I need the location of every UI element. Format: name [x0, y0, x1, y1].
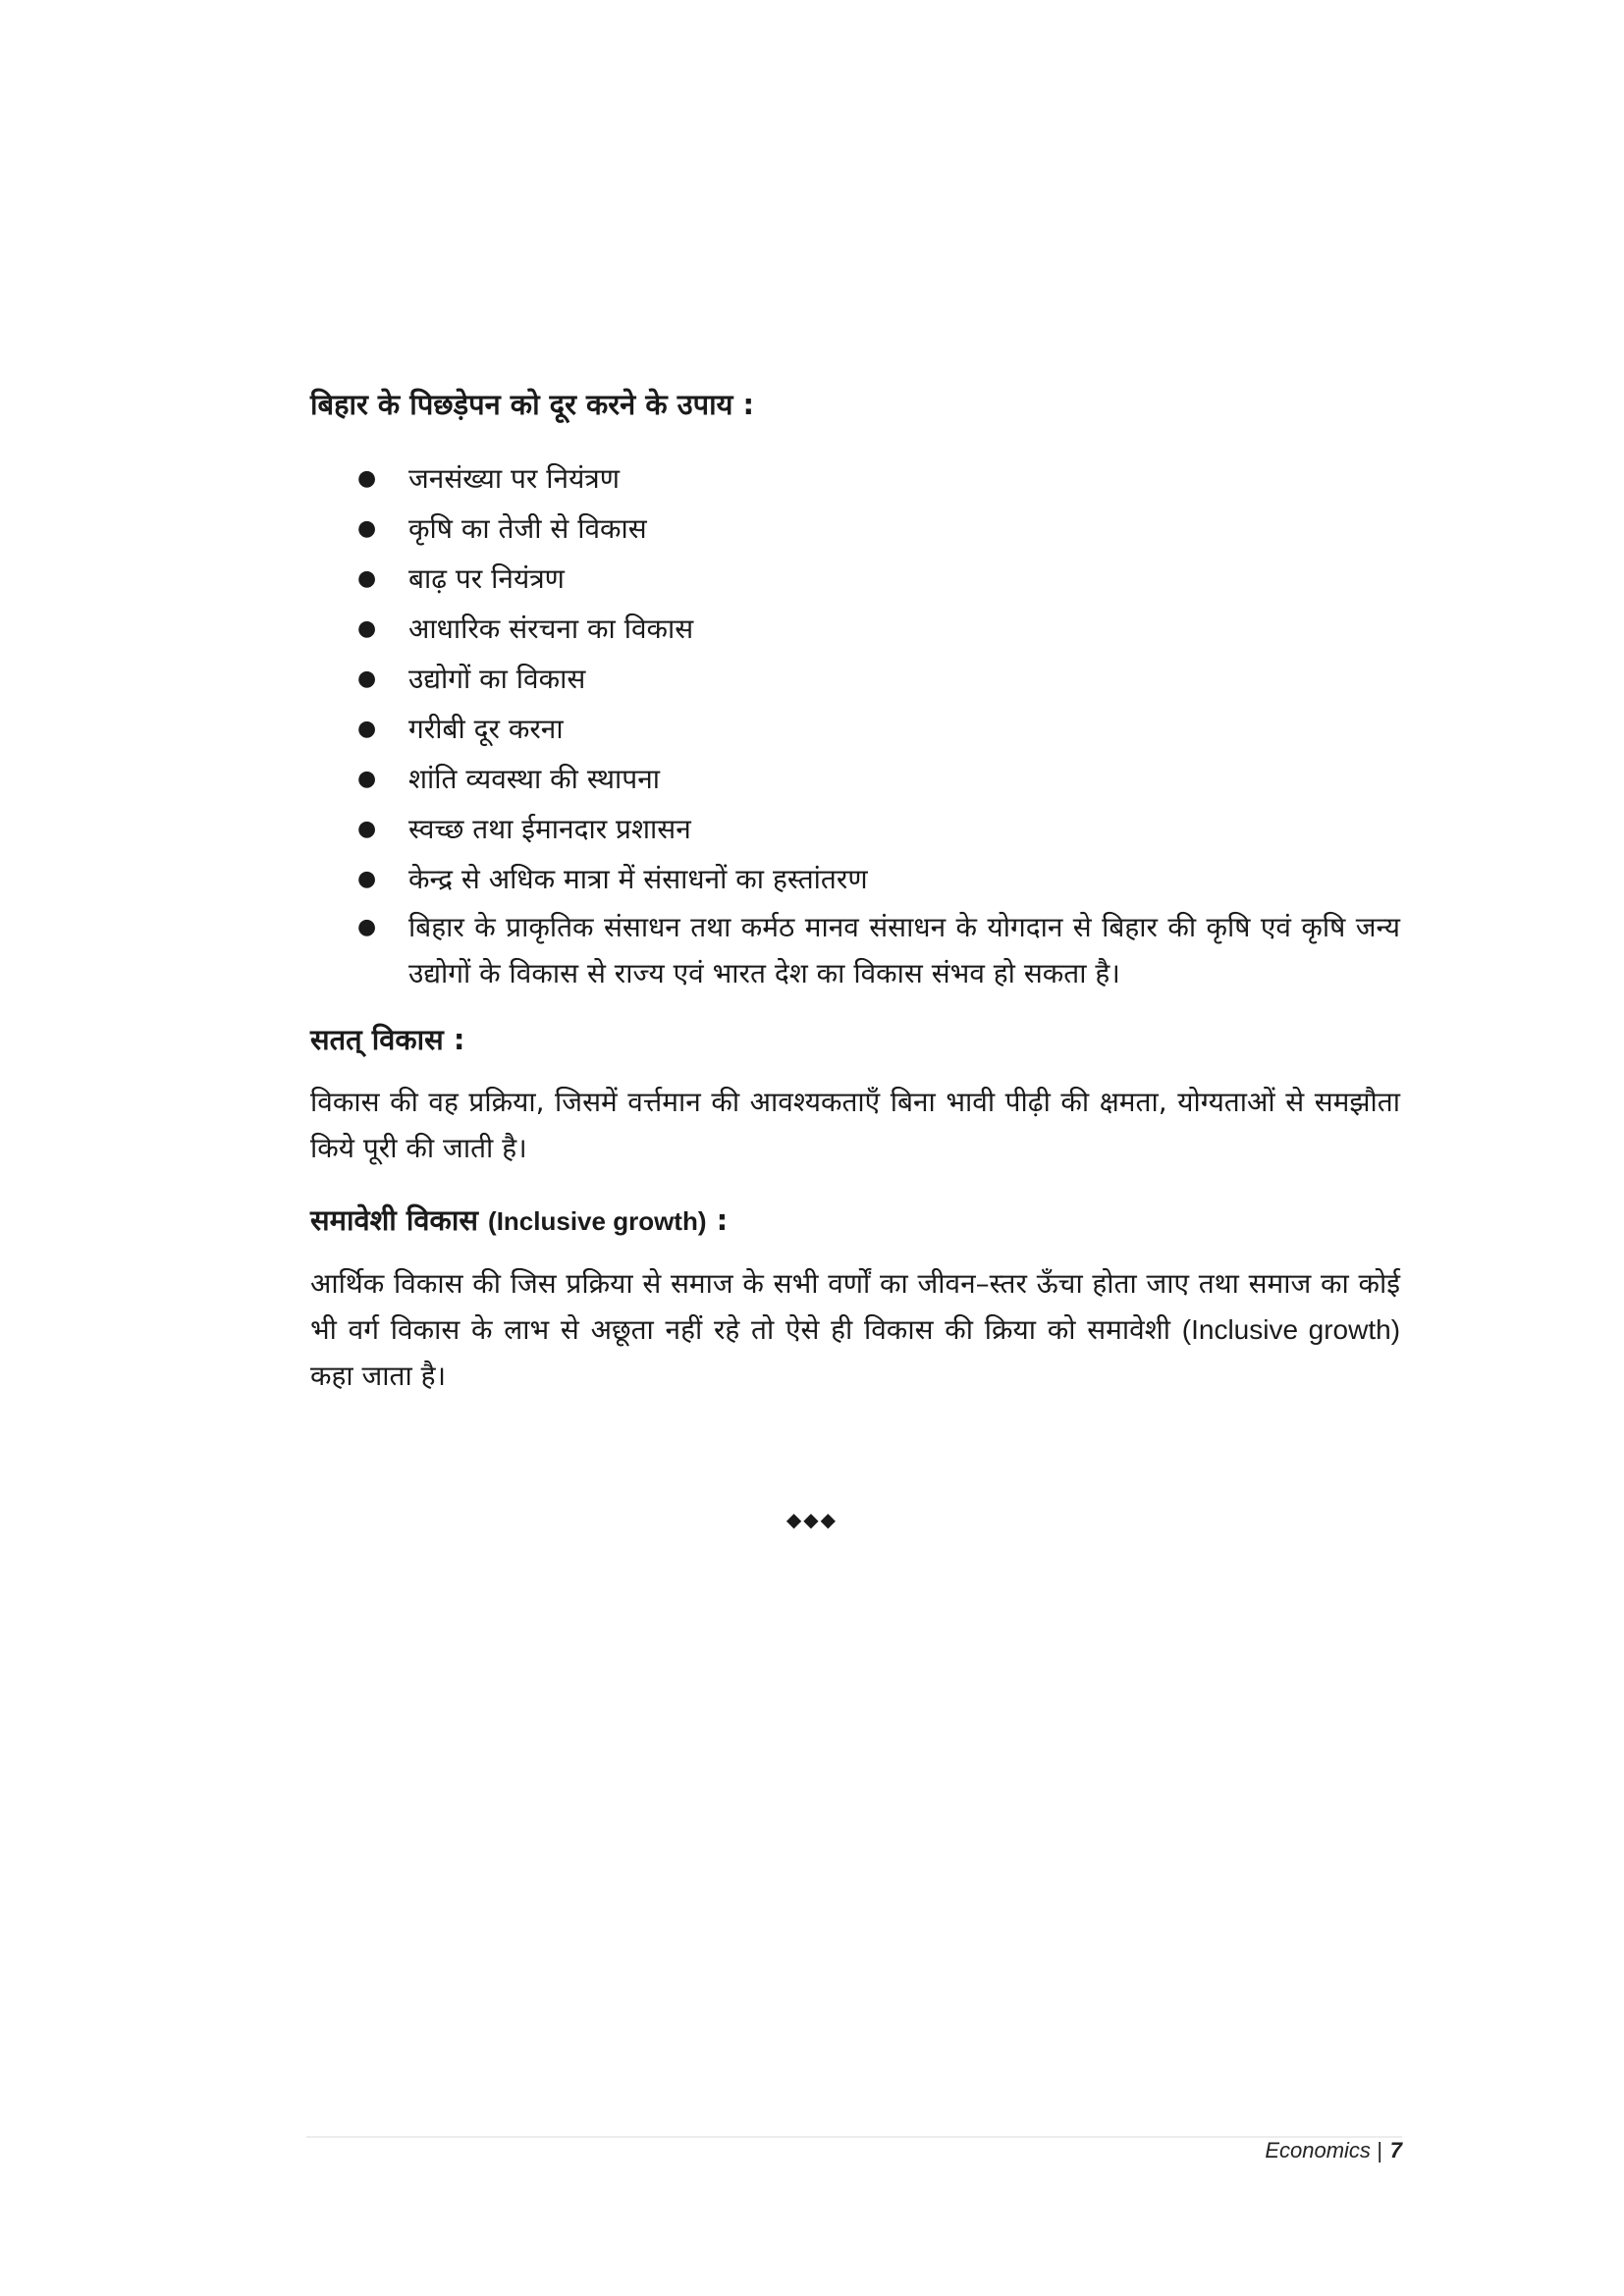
- list-item: ● बाढ़ पर नियंत्रण: [310, 554, 1400, 604]
- list-item: ● जनसंख्या पर नियंत्रण: [310, 454, 1400, 504]
- list-item: ● कृषि का तेजी से विकास: [310, 504, 1400, 554]
- inclusive-heading-hindi: समावेशी विकास: [310, 1203, 478, 1237]
- list-item: ● शांति व्यवस्था की स्थापना: [310, 754, 1400, 804]
- sustainable-development-heading: सतत् विकास :: [310, 1023, 465, 1056]
- bullet-icon: ●: [357, 466, 377, 491]
- list-item: ● स्वच्छ तथा ईमानदार प्रशासन: [310, 804, 1400, 854]
- footer-divider: [306, 2136, 1402, 2138]
- footer-subject: Economics: [1265, 2138, 1371, 2163]
- inclusive-text-english: (Inclusive growth): [1181, 1314, 1401, 1345]
- list-item: ● गरीबी दूर करना: [310, 704, 1400, 754]
- list-item: ● आधारिक संरचना का विकास: [310, 604, 1400, 654]
- section-end-ornament: ◆◆◆: [785, 1508, 839, 1531]
- bullet-icon: ●: [357, 717, 377, 741]
- bullet-icon: ●: [357, 817, 377, 841]
- remedies-list: [310, 454, 1400, 996]
- list-item: ● उद्योगों का विकास: [310, 654, 1400, 704]
- page-footer: [1265, 2138, 1402, 2163]
- inclusive-heading-colon: :: [706, 1203, 729, 1237]
- bullet-icon: ●: [357, 767, 377, 791]
- page-number: 7: [1389, 2138, 1402, 2163]
- remedies-heading: बिहार के पिछड़ेपन को दूर करने के उपाय :: [310, 388, 755, 421]
- bullet-icon: ●: [357, 915, 377, 939]
- list-item: ● बिहार के प्राकृतिक संसाधन तथा कर्मठ मानव संसाधन के योगदान से बिहार की कृषि एवं कृषि जन्य उद्योगों के विकास से राज्य एवं भारत देश का विकास संभव हो सकता है।: [310, 904, 1400, 996]
- bullet-icon: ●: [357, 566, 377, 591]
- footer-separator: |: [1377, 2138, 1382, 2163]
- sustainable-development-text: विकास की वह प्रक्रिया, जिसमें वर्त्तमान की आवश्यकताएँ बिना भावी पीढ़ी की क्षमता, योग्यताओं से समझौता किये पूरी की जाती है।: [310, 1086, 1400, 1164]
- inclusive-heading-english: (Inclusive growth): [488, 1206, 707, 1236]
- list-item: ● केन्द्र से अधिक मात्रा में संसाधनों का हस्तांतरण: [310, 854, 1400, 904]
- bullet-icon: ●: [357, 516, 377, 541]
- inclusive-growth-text: आर्थिक विकास की जिस प्रक्रिया से समाज के सभी वर्णों का जीवन–स्तर ऊँचा होता जाए तथा समाज का कोई भी वर्ग विकास के लाभ से अछूता नहीं रहे तो ऐसे ही विकास की क्रिया को समावेशी (Inclusive growth) कहा जाता है।: [310, 1267, 1401, 1392]
- bullet-icon: ●: [357, 667, 377, 691]
- inclusive-growth-heading: [310, 1199, 1400, 1243]
- bullet-icon: ●: [357, 616, 377, 641]
- bullet-icon: ●: [357, 867, 377, 891]
- page-content: [310, 383, 1400, 1399]
